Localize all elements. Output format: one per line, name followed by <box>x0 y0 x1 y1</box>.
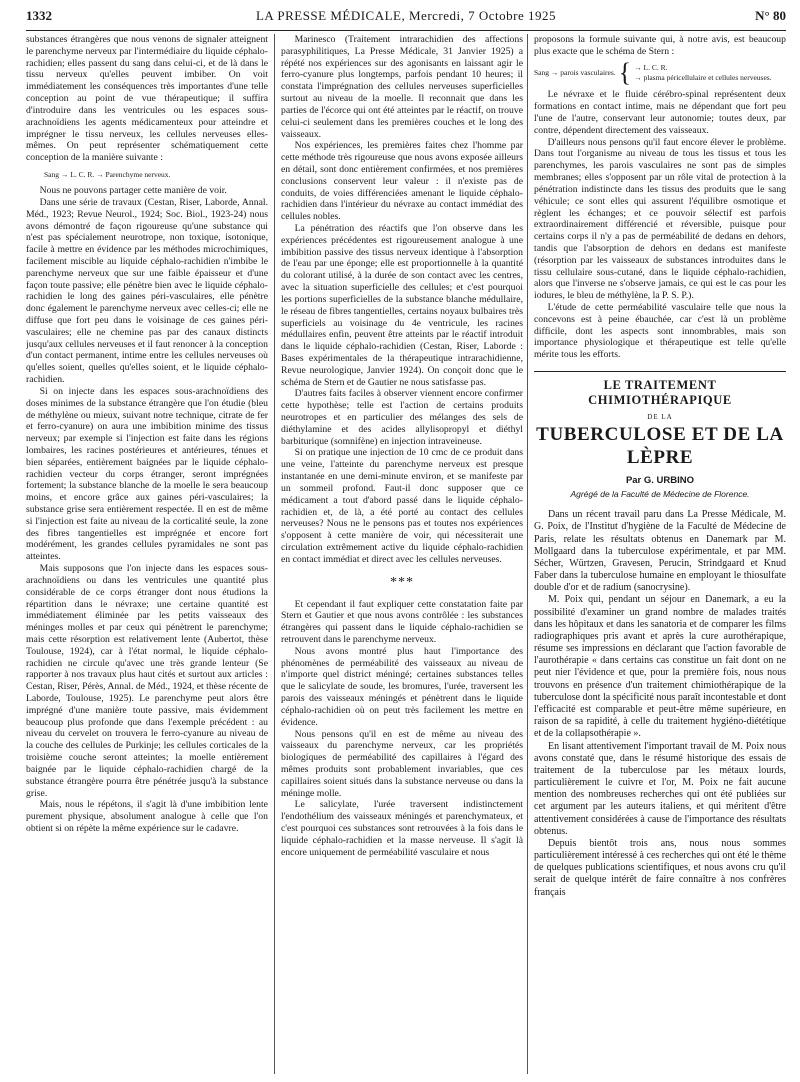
paragraph: Si on injecte dans les espaces sous-arachnoïdiens des doses minimes de la substance étrangère que l'on étudie (bleu de méthylène ou mieux, suivant notre technique, citrate de fer et ferro-cyanure) on aura une imbibition minime des tissus nerveux; par exemple si l'injection est faite dans les régions lombaires, les racines postérieures et antérieures, ténues et bien séparées, entièrement baignées par le liquide céphalo-rachidien vecteur du corps étranger, seront imprégnées fortement; la substance blanche de la moelle le sera beaucoup moins, et encore grâce aux gaines péri-vasculaires; la substance grise sera entièrement respectée. Il en est de même si l'injection est faite au niveau de la corticalité seule, la zone des fibres tangentielles est imprégnée et encore fort modérément, les grandes cellules pyramidales ne sont pas atteintes. <box>26 385 268 563</box>
paragraph: L'étude de cette perméabilité vasculaire telle que nous la concevons est à peine ébauchée, car c'est là un problème difficile, dont les aspects sont innombrables, mais son importance physiologique et thérapeutique est telle qu'elle mérite tous les efforts. <box>534 302 786 361</box>
article-divider <box>534 371 786 372</box>
article-body <box>534 509 786 899</box>
paragraph: Mais, nous le répétons, il s'agit là d'une imbibition lente purement physique, absolument analogue à celle que l'on obtient si on répète la même expérience sur le cadavre. <box>26 799 268 834</box>
paragraph: En lisant attentivement l'important travail de M. Poix nous avons constaté que, dans le résumé historique des essais de traitement de la tuberculose par les métaux lourds, particulièrement le cuivre et l'or, M. Poix ne fait aucune mention des nombreuses recherches qui ont été publiées sur cet argument par les auteurs italiens, et qui méritent d'être attentivement considérées à cause de l'importance des résultats obtenus. <box>534 740 786 837</box>
issue-number: N° 80 <box>755 8 786 23</box>
paragraph: Nous avons montré plus haut l'importance des phénomènes de perméabilité des vaisseaux au niveau de n'importe quel district méningé; certaines substances telles que le salicylate de soude, les bromures, l'urée, traversent les parois des vaisseaux méningés et pénètrent dans le liquide céphalo-rachidien où on peut très facilement les mettre en évidence. <box>281 645 523 728</box>
schema-formula: Sang → L. C. R. → Parenchyme nerveux. <box>44 169 171 179</box>
paragraph: substances étrangères que nous venons de signaler atteignent le parenchyme nerveux par l'intermédiaire du liquide céphalo-rachidien; elles passent du sang dans celui-ci, et de là dans le tissu nerveux qu'elles peuvent imbiber. On voit immédiatement les conséquences très importantes d'une telle conception au point de vue thérapeutique; il suffira d'introduire dans les ventricules ou les espaces sous-arachnoïdiens les agents médicamenteux pour atteindre et imprégner le tissu nerveux, les cellules nerveuses elles-mêmes. On peut représenter schématiquement cette conception de la manière suivante : <box>26 34 268 164</box>
article-affiliation: Agrégé de la Faculté de Médecine de Florence. <box>570 488 750 499</box>
paragraph: Et cependant il faut expliquer cette constatation faite par Stern et Gautier et que nous avons contrôlée : les substances étrangères qui passent dans le liquide céphalo-rachidien se retrouvent dans le parenchyme nerveux. <box>281 598 523 646</box>
column-divider <box>274 34 275 1074</box>
schema-source: Sang → parois vasculaires. <box>534 68 616 78</box>
paragraph: Nos expériences, les premières faites chez l'homme par cette méthode très rigoureuse que nous avons exposée ailleurs en détail, sont donc entièrement confirmées, et nos premières conclusions conservent leur valeur : il n'existe pas de conduits, de voies différenciées amenant le liquide céphalo-rachidien dans l'intérieur du névraxe au contact immédiat des cellules nobles. <box>281 140 523 223</box>
column-right <box>534 34 786 1074</box>
section-separator-asterisks: *** <box>390 574 414 590</box>
article-title-line2: TUBERCULOSE ET DE LA LÈPRE <box>536 424 784 469</box>
column-left <box>26 34 268 1074</box>
paragraph: Mais supposons que l'on injecte dans les espaces sous-arachnoïdiens ou dans les ventricules une quantité plus considérable de ce corps étranger dont nous étudions la répartition dans le névraxe; une certaine quantité est immédiatement éliminée par les petits vaisseaux des méninges molles et par ceux qui pénètrent le parenchyme; mais cette résorption est relativement lente (Aubertot, thèse Toulouse, 1924), car à l'état normal, le liquide céphalo-rachidien ne circule qu'avec une très grande lenteur (Se rapporter à nos travaux plus haut cités et surtout aux articles : Cestan, Riser, Pérès, Annal. de Méd., 1924, et thèse récente de Laborde, Toulouse, 1925). Le parenchyme peut alors être imprégné d'une manière toute passive, mais évidemment beaucoup plus profonde que dans l'exemple précédent : au niveau du cervelet on trouvera le ferro-cyanure au niveau de la couche des cellules de Purkinje; les cellules corticales de la troisième couche seront atteintes; la moelle entièrement baignée par le liquide céphalo-rachidien chargé de la substance étrangère pourra être pénétrée jusqu'à la substance grise. <box>26 563 268 799</box>
article-author: Par G. URBINO <box>625 475 695 487</box>
paragraph: Marinesco (Traitement intrarachidien des affections parasyphilitiques, La Presse Médicale, 31 Janvier 1925) a répété nos expériences sur des agonisants en laissant agir le ferro-cyanure plus longtemps, parfois pendant 10 heures; il constata l'imprégnation des cellules nerveuses superficielles surtout au niveau de la moelle. Il reconnait que dans les parties de l'écorce qui ont été atteintes par le réactif, on trouve celui-ci seulement dans les premières couches et le long des vaisseaux. <box>281 34 523 140</box>
running-header <box>26 4 786 31</box>
paragraph: Nous pensons qu'il en est de même au niveau des vaisseaux du parenchyme nerveux, car les propriétés biologiques de perméabilité des capillaires à l'égard des mêmes produits sont probablement invariables, que ces capillaires soient situés dans la substance nerveuse ou dans la méninge molle. <box>281 728 523 799</box>
paragraph: La pénétration des réactifs que l'on observe dans les expériences précédentes est rigoureusement analogue à une imbibition passive des tissus nerveux identique à l'absorption de l'eau par une éponge; elle est proportionnelle à la quantité du colorant utilisé, à la durée de son contact avec les centres, avec la situation superficielle des cellules; et c'est pourquoi les portions superficielles de la substance blanche médullaire, le réseau de fibres tangentielles, certains noyaux bulbaires très superficiels au voisinage du 4e ventricule, les racines médullaires enfin, peuvent être atteints par le réactif introduit dans le liquide céphalo-rachidien (Cestan, Riser, Laborde : Bases expérimentales de la thérapeutique intrarachidienne, Revue neurologique, Janvier 1924). On conçoit donc que le schéma de Stern et de Gautier ne nous satisfasse pas. <box>281 223 523 388</box>
page-number: 1332 <box>26 8 52 23</box>
brace-glyph: { <box>618 57 632 87</box>
paragraph: Le salicylate, l'urée traversent indistinctement l'endothélium des vaisseaux méningés et parenchymateux, et c'est pourquoi ces substances sont retrouvées à la fois dans le liquide céphalo-rachidien et la masse nerveuse. Il s'agit là encore uniquement de perméabilité vasculaire et nous <box>281 799 523 858</box>
running-title: LA PRESSE MÉDICALE, Mercredi, 7 Octobre 1925 <box>255 8 557 23</box>
schema-output-lcr: → L. C. R. <box>634 63 668 73</box>
paragraph: Dans un récent travail paru dans La Presse Médicale, M. G. Poix, de l'Institut d'hygiène de la Faculté de Médecine de Paris, relate les résultats obtenus en Danemark par M. Mollgaard dans la tuberculose expérimentale, et par MM. Sécher, Würtzen, Gravesen, Perucin, Strindgaard et Knud Faber dans la tuberculose humaine en employant le thiosulfate double d'or et de radium (sanocrysine). <box>534 509 786 594</box>
paragraph: M. Poix qui, pendant un séjour en Danemark, a eu la possibilité d'examiner un grand nombre de malades traités dans les hôpitaux et dans les sanatoria et de comparer les films radiographiques pris avant et après la cure aurothérapique, résume ses impressions en déclarant que l'action favorable de l'aurothérapie « dans certains cas constitue un fait dont on ne peut nier l'évidence et que, pour la première fois, nous nous trouvons en présence d'un traitement chimiothérapique de la tuberculose dont la spécificité nous paraît incontestable et dont l'efficacité est comparable et peut-être même supérieure, en raison de sa rapidité, à celle du traitement hygiéno-diététique et de la collapsothérapie ». <box>534 594 786 740</box>
paragraph: Si on pratique une injection de 10 cmc de ce produit dans une veine, l'atteinte du parenchyme nerveux est presque instantanée en une demi-minute environ, et se manifeste par un sommeil profond. Faut-il donc supposer que ce médicament a tout d'abord passé dans le liquide céphalo-rachidien et, de là, a été porté au contact des cellules nerveuses? Nous ne le pensons pas et toutes nos expériences s'opposent à cette manière de voir, qui nécessiterait une circulation extrêmement active du liquide céphalo-rachidien en contact immédiat et direct avec les cellules nerveuses. <box>281 447 523 565</box>
paragraph: Le névraxe et le fluide cérébro-spinal représentent deux formations en contact intime, mais ne dépendant que fort peu l'une de l'autre, conservant leur autonomie; toutes deux, par contre, dépendent directement des vaisseaux. <box>534 89 786 136</box>
paragraph: D'ailleurs nous pensons qu'il faut encore élever le problème. Dans tout l'organisme au niveau de tous les tissus et tous les parenchymes, les parois vasculaires ne sont pas de simples membranes; elles s'opposent par un rôle vital de protection à la pénétration indistincte dans les tissus des produits que le sang véhicule; ce sont elles qui assurent l'équilibre osmotique et règlent les échanges; et ce pouvoir sélectif est parfois extraordinairement différencié et réversible, puisque pour certains corps il n'y a pas de perméabilité de dedans en dehors, tandis que l'absorption de dehors en dedans est manifeste (résorption par les vaisseaux de substances introduites dans le tissu cellulaire sous-cutané, dans le liquide céphalo-rachidien, alors que l'inverse ne s'observe jamais, ce qui est le cas pour les iodures, le bleu de méthylène, la P. S. P.). <box>534 136 786 302</box>
paragraph: Nous ne pouvons partager cette manière de voir. <box>39 185 227 197</box>
column-divider <box>527 34 528 1074</box>
schema-formula-vascular <box>534 57 786 87</box>
paragraph: Dans une série de travaux (Cestan, Riser, Laborde, Annal. Méd., 1923; Revue Neurol., 1924; Soc. Biol., 1923-24) nous avons démontré de façon rigoureuse qu'une substance qui n'est pas spécialement neurotrope, non toxique, isotonique, facile à mettre en évidence par les méthodes microchimiques, facilement miscible au liquide céphalo-rachidien n'imbibe le parenchyme nerveux que sur une faible épaisseur et d'une façon toute passive; elle pénètre bien avec le liquide céphalo-rachidien le long des gaines péri-vasculaires, elle pénètre donc également le parenchyme nerveux avec celles-ci; elle ne diffuse que fort peu dans le voisinage de ces gaines péri-vasculaires; elle ne chemine pas par des canaux distincts jusqu'aux cellules nerveuses et il faut renoncer à la conception d'un contact permanent, intime entre les cellules nerveuses où qu'elles soient, quelles qu'elles soient, et le liquide céphalo-rachidien. <box>26 196 268 386</box>
schema-outputs <box>634 63 771 83</box>
column-middle <box>281 34 523 1074</box>
article-title-connector: DE LA <box>647 412 673 421</box>
paragraph: proposons la formule suivante qui, à notre avis, est beaucoup plus exacte que le schéma de Stern : <box>534 34 786 57</box>
article-title-line1: LE TRAITEMENT CHIMIOTHÉRAPIQUE <box>588 378 732 408</box>
paragraph: D'autres faits faciles à observer viennent encore confirmer cette hypothèse; telle est l'action de certains produits neurotropes et en particulier des mélanges des sels de diéthylamine et des acides allylisopropyl et diéthyl barbiturique (somnifène) en injection intraveineuse. <box>281 388 523 447</box>
schema-output-plasma: → plasma péricellulaire et cellules nerveuses. <box>634 73 772 83</box>
paragraph: Depuis bientôt trois ans, nous nous sommes particulièrement intéressé à ces recherches qui ont été le thème de quelques publications scientifiques, et nous avons cru qu'il serait de quelque intérêt de faire connaître à nos confrères français <box>534 837 786 898</box>
